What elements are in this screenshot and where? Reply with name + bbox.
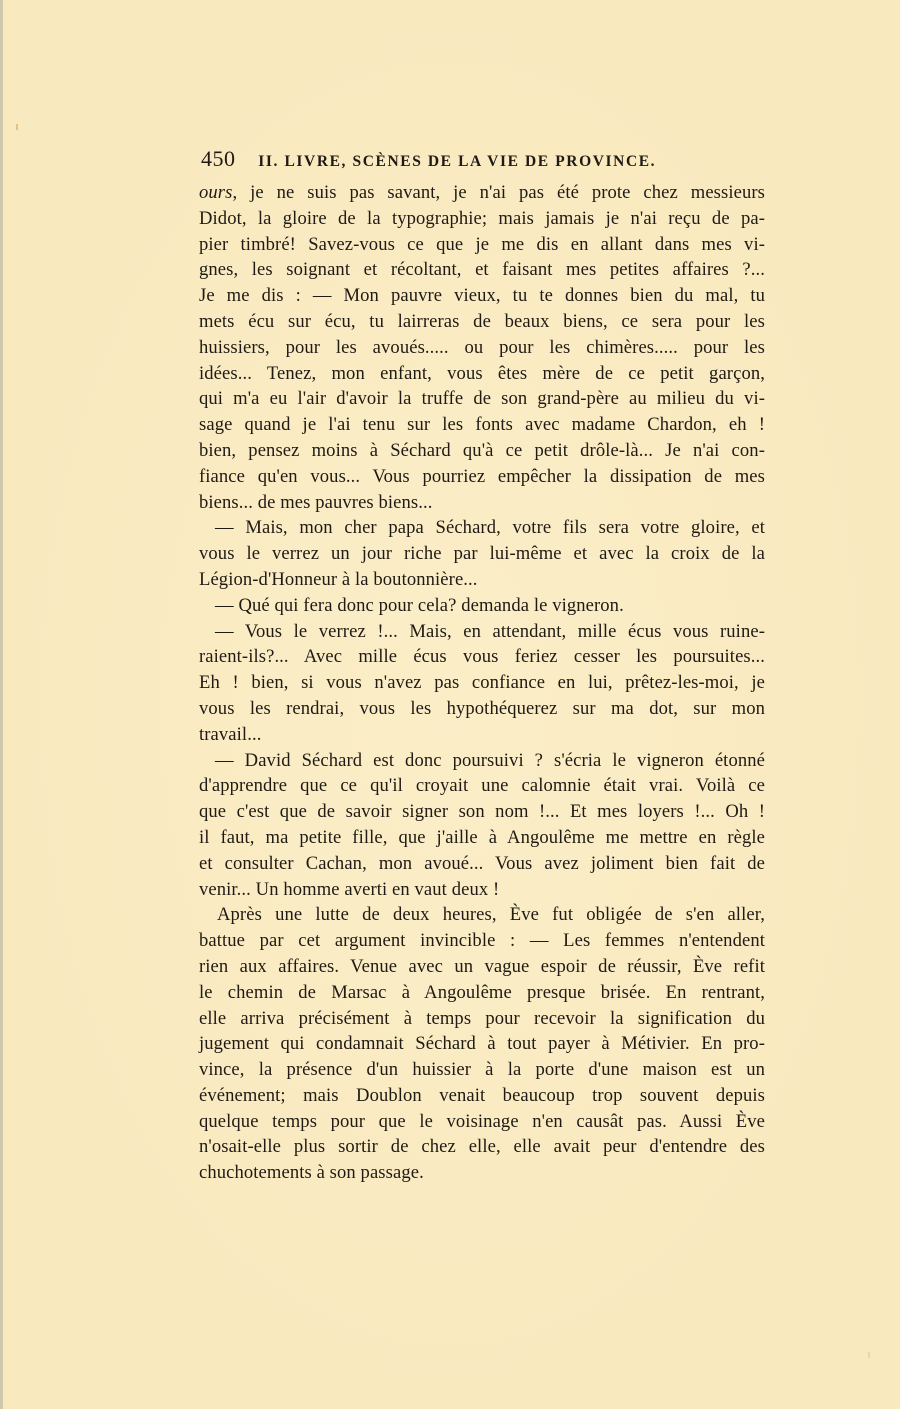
text-line: le chemin de Marsac à Angoulême presque brisée. En rentrant, <box>199 981 765 1003</box>
text-line: d'apprendre que ce qu'il croyait une calomnie était vrai. Voilà ce <box>199 775 765 797</box>
text-line: battue par cet argument invincible : — Les femmes n'entendent <box>199 930 765 952</box>
paragraph-start: — Vous le verrez !... Mais, en attendant, mille écus vous ruine- <box>215 620 765 642</box>
body-text <box>199 180 765 1186</box>
text-line: que c'est que de savoir signer son nom !... Et mes loyers !... Oh ! <box>199 801 765 823</box>
text-line: vous les rendrai, vous les hypothéquerez sur ma dot, sur mon <box>199 697 765 719</box>
running-title: II. LIVRE, SCÈNES DE LA VIE DE PROVINCE. <box>258 153 657 170</box>
text-line: venir... Un homme averti en vaut deux ! <box>199 878 500 900</box>
text-line: Eh ! bien, si vous n'avez pas confiance en lui, prêtez-les-moi, je <box>199 672 765 694</box>
text-line: ours, je ne suis pas savant, je n'ai pas été prote chez messieurs <box>199 182 765 203</box>
paragraph-start: — David Séchard est donc poursuivi ? s'écria le vigneron étonné <box>215 749 765 771</box>
text-line: bien, pensez moins à Séchard qu'à ce petit drôle-là... Je n'ai con- <box>199 439 765 461</box>
text-line: qui m'a eu l'air d'avoir la truffe de son grand-père au milieu du vi- <box>199 388 765 410</box>
page-left-edge <box>0 0 3 1409</box>
italic-word: ours <box>199 182 233 203</box>
text-line: Didot, la gloire de la typographie; mais jamais je n'ai reçu de pa- <box>199 207 765 229</box>
text-line: Légion-d'Honneur à la boutonnière... <box>199 568 478 590</box>
text-line: gnes, les soignant et récoltant, et faisant mes petites affaires ?... <box>199 259 765 281</box>
text-line: idées... Tenez, mon enfant, vous êtes mère de ce petit garçon, <box>199 362 765 384</box>
paragraph-start: — Mais, mon cher papa Séchard, votre fils sera votre gloire, et <box>215 517 765 539</box>
text-line: Je me dis : — Mon pauvre vieux, tu te donnes bien du mal, tu <box>199 285 765 307</box>
text-line: n'osait-elle plus sortir de chez elle, elle avait peur d'entendre des <box>199 1136 765 1158</box>
text-line: rien aux affaires. Venue avec un vague espoir de réussir, Ève refit <box>199 955 765 977</box>
text-line: jugement qui condamnait Séchard à tout payer à Métivier. En pro- <box>199 1033 765 1055</box>
running-header <box>201 145 761 173</box>
text-line: il faut, ma petite fille, que j'aille à Angoulême me mettre en règle <box>199 826 765 848</box>
text-line: travail... <box>199 723 262 745</box>
text-line: fiance qu'en vous... Vous pourriez empêcher la dissipation de mes <box>199 465 765 487</box>
text-line: elle arriva précisément à temps pour recevoir la signification du <box>199 1007 765 1029</box>
page-number: 450 <box>201 146 236 171</box>
paper-speck <box>868 1352 870 1358</box>
text-line: chuchotements à son passage. <box>199 1162 424 1184</box>
paragraph-start: Après une lutte de deux heures, Ève fut obligée de s'en aller, <box>217 904 765 926</box>
text-line: biens... de mes pauvres biens... <box>199 491 433 513</box>
text-line: et consulter Cachan, mon avoué... Vous avez joliment bien fait de <box>199 852 765 874</box>
text-line: mets écu sur écu, tu lairreras de beaux biens, ce sera pour les <box>199 310 765 332</box>
text-line: quelque temps pour que le voisinage n'en causât pas. Aussi Ève <box>199 1110 765 1132</box>
text-line: vince, la présence d'un huissier à la porte d'une maison est un <box>199 1059 765 1081</box>
text-line: vous le verrez un jour riche par lui-même et avec la croix de la <box>199 543 765 565</box>
text-line: huissiers, pour les avoués..... ou pour les chimères..... pour les <box>199 336 765 358</box>
text-line: pier timbré! Savez-vous ce que je me dis en allant dans mes vi- <box>199 233 765 255</box>
paragraph-start: — Qué qui fera donc pour cela? demanda le vigneron. <box>215 594 624 616</box>
text-line: raient-ils?... Avec mille écus vous feriez cesser les poursuites... <box>199 646 765 668</box>
paper-speck <box>16 124 18 130</box>
text-line: sage quand je l'ai tenu sur les fonts avec madame Chardon, eh ! <box>199 414 765 436</box>
text-line: événement; mais Doublon venait beaucoup trop souvent depuis <box>199 1084 765 1106</box>
